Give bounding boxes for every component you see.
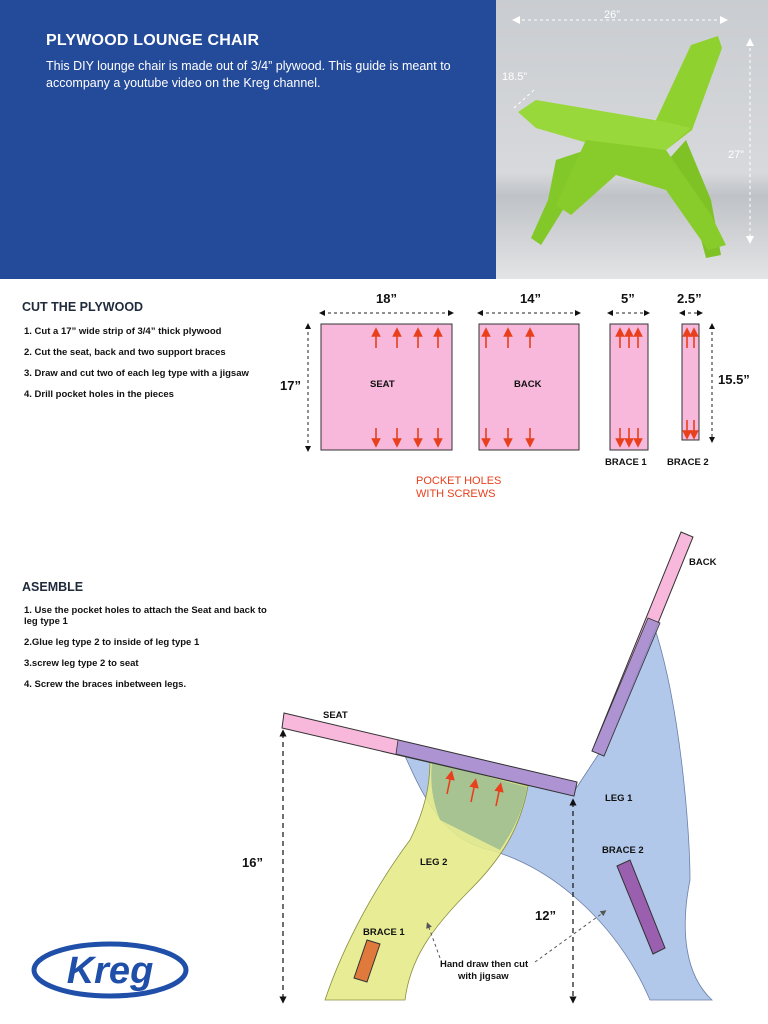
page-title: PLYWOOD LOUNGE CHAIR	[46, 32, 260, 49]
cut-height-left-label: 17”	[280, 378, 301, 393]
assemble-heading: ASEMBLE	[22, 580, 84, 594]
assembly-back-label: BACK	[689, 557, 717, 568]
leg-gap-label: 12”	[535, 908, 556, 923]
brace2-piece-label: BRACE 2	[667, 457, 709, 468]
assemble-step: 4. Screw the braces inbetween legs.	[24, 679, 187, 690]
brace2-width-label: 2.5”	[677, 291, 702, 306]
pocket-holes-note-line1: POCKET HOLES	[416, 475, 502, 487]
cut-step: 2. Cut the seat, back and two support braces	[24, 347, 226, 358]
leg1-label: LEG 1	[605, 793, 633, 804]
back-piece-label: BACK	[514, 379, 542, 390]
assembly-seat-label: SEAT	[323, 710, 348, 721]
jigsaw-callout-lines	[428, 912, 604, 962]
assemble-step: 2.Glue leg type 2 to inside of leg type 1	[24, 637, 200, 648]
brace2-piece	[682, 324, 699, 440]
assembly-brace1-label: BRACE 1	[363, 927, 405, 938]
pocket-holes-note-line2: WITH SCREWS	[416, 488, 496, 500]
photo-depth-label: 18.5”	[502, 71, 528, 83]
jigsaw-note-line2: with jigsaw	[458, 971, 509, 982]
photo-width-label: 26”	[604, 9, 620, 21]
intro-text: This DIY lounge chair is made out of 3/4” plywood. This guide is meant to accompany a youtube video on the Kreg channel.	[46, 59, 451, 90]
assembly-brace2-label: BRACE 2	[602, 845, 644, 856]
back-width-label: 14”	[520, 291, 541, 306]
kreg-logo	[30, 940, 190, 1000]
cut-heading: CUT THE PLYWOOD	[22, 300, 144, 314]
photo-height-label: 27”	[728, 149, 744, 161]
cut-step: 3. Draw and cut two of each leg type with a jigsaw	[24, 368, 249, 379]
assemble-step: 1. Use the pocket holes to attach the Seat and back to leg type 1	[24, 605, 267, 627]
brace1-piece-label: BRACE 1	[605, 457, 647, 468]
seat-height-label: 16”	[242, 855, 263, 870]
cut-step: 1. Cut a 17” wide strip of 3/4” thick plywood	[24, 326, 222, 337]
seat-width-label: 18”	[376, 291, 397, 306]
cut-height-right-label: 15.5”	[718, 372, 750, 387]
assemble-step: 3.screw leg type 2 to seat	[24, 658, 139, 669]
leg2-label: LEG 2	[420, 857, 448, 868]
cut-step: 4. Drill pocket holes in the pieces	[24, 389, 174, 400]
brace1-width-label: 5”	[621, 291, 635, 306]
jigsaw-note-line1: Hand draw then cut	[440, 959, 529, 970]
kreg-logo-text: Kreg	[66, 950, 154, 992]
seat-piece-label: SEAT	[370, 379, 395, 390]
